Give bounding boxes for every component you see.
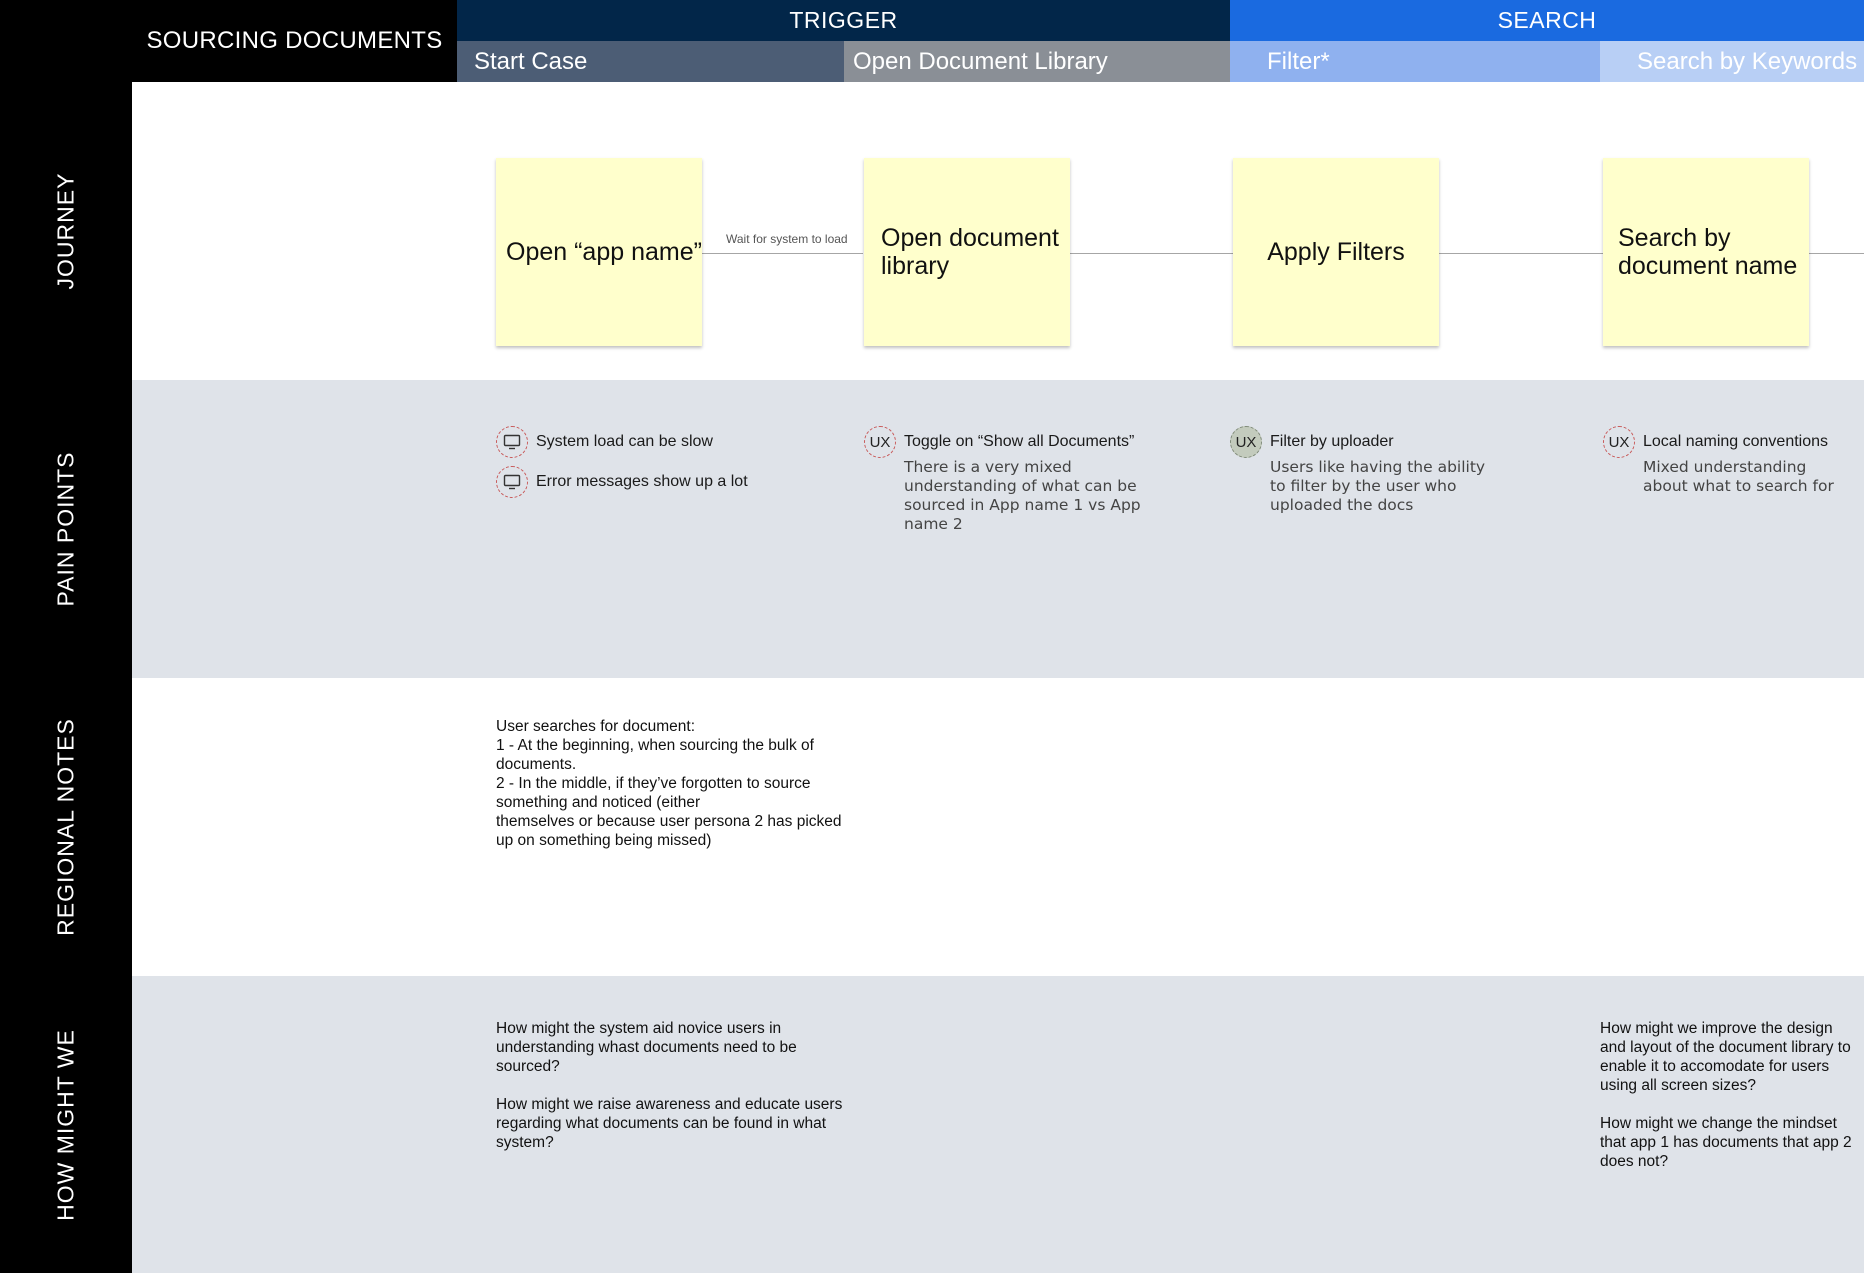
ux-icon: UX bbox=[1230, 426, 1262, 458]
step-filter: Filter* bbox=[1230, 41, 1600, 82]
lane-label-how-might-we: HOW MIGHT WE bbox=[52, 1028, 79, 1221]
monitor-icon bbox=[496, 426, 528, 458]
hmw-question: How might we raise awareness and educate users regarding what documents can be found in what system? bbox=[496, 1096, 843, 1151]
lane-label-journey: JOURNEY bbox=[52, 172, 79, 290]
lane-label-regional-notes: REGIONAL NOTES bbox=[52, 718, 79, 936]
ux-icon: UX bbox=[864, 426, 896, 458]
ux-icon: UX bbox=[1603, 426, 1635, 458]
pain-point-title: System load can be slow bbox=[536, 433, 713, 450]
step-start-case: Start Case bbox=[457, 41, 844, 82]
pain-point-title: Toggle on “Show all Documents” bbox=[904, 433, 1135, 450]
connector-line bbox=[1069, 253, 1233, 254]
hmw-question: How might the system aid novice users in understanding whast documents need to be sourced? bbox=[496, 1020, 797, 1075]
pain-point-title: Filter by uploader bbox=[1270, 433, 1394, 450]
lane-rail bbox=[0, 0, 132, 1273]
step-open-document-library: Open Document Library bbox=[844, 41, 1230, 82]
sticky-search-by-document-name[interactable]: Search by document name bbox=[1603, 158, 1809, 346]
lane-regional-notes bbox=[132, 678, 1864, 976]
regional-note: User searches for document: 1 - At the beginning, when sourcing the bulk of documents. 2 - In the middle, if they’ve forgotten to source something and noticed (either themselves or because user persona 2 has picked up on something being missed) bbox=[496, 718, 842, 849]
pain-point-desc: Mixed understanding about what to search for bbox=[1643, 458, 1834, 495]
phase-trigger: TRIGGER bbox=[457, 0, 1230, 41]
pain-point-desc: Users like having the ability to filter by the user who uploaded the docs bbox=[1270, 458, 1486, 514]
sticky-open-document-library[interactable]: Open document library bbox=[864, 158, 1070, 346]
monitor-icon bbox=[496, 466, 528, 498]
hmw-group bbox=[1600, 1019, 1862, 1171]
hmw-question: How might we change the mindset that app 1 has documents that app 2 does not? bbox=[1600, 1115, 1852, 1170]
connector-line bbox=[1808, 253, 1864, 254]
phase-search: SEARCH bbox=[1230, 0, 1864, 41]
pain-point-desc: There is a very mixed understanding of what can be sourced in App name 1 vs App name 2 bbox=[904, 458, 1141, 533]
map-title: SOURCING DOCUMENTS bbox=[132, 0, 457, 82]
connector-label: Wait for system to load bbox=[726, 232, 848, 246]
connector-line bbox=[1439, 253, 1604, 254]
connector-line bbox=[701, 253, 863, 254]
sticky-apply-filters[interactable]: Apply Filters bbox=[1233, 158, 1439, 346]
hmw-group bbox=[496, 1019, 864, 1152]
pain-point-title: Error messages show up a lot bbox=[536, 473, 748, 490]
sticky-open-app[interactable]: Open “app name” bbox=[496, 158, 702, 346]
step-search-by-keywords: Search by Keywords bbox=[1600, 41, 1864, 82]
hmw-question: How might we improve the design and layout of the document library to enable it to accomodate for users using all screen sizes? bbox=[1600, 1020, 1851, 1094]
pain-point-title: Local naming conventions bbox=[1643, 433, 1829, 450]
lane-label-pain-points: PAIN POINTS bbox=[52, 451, 79, 607]
